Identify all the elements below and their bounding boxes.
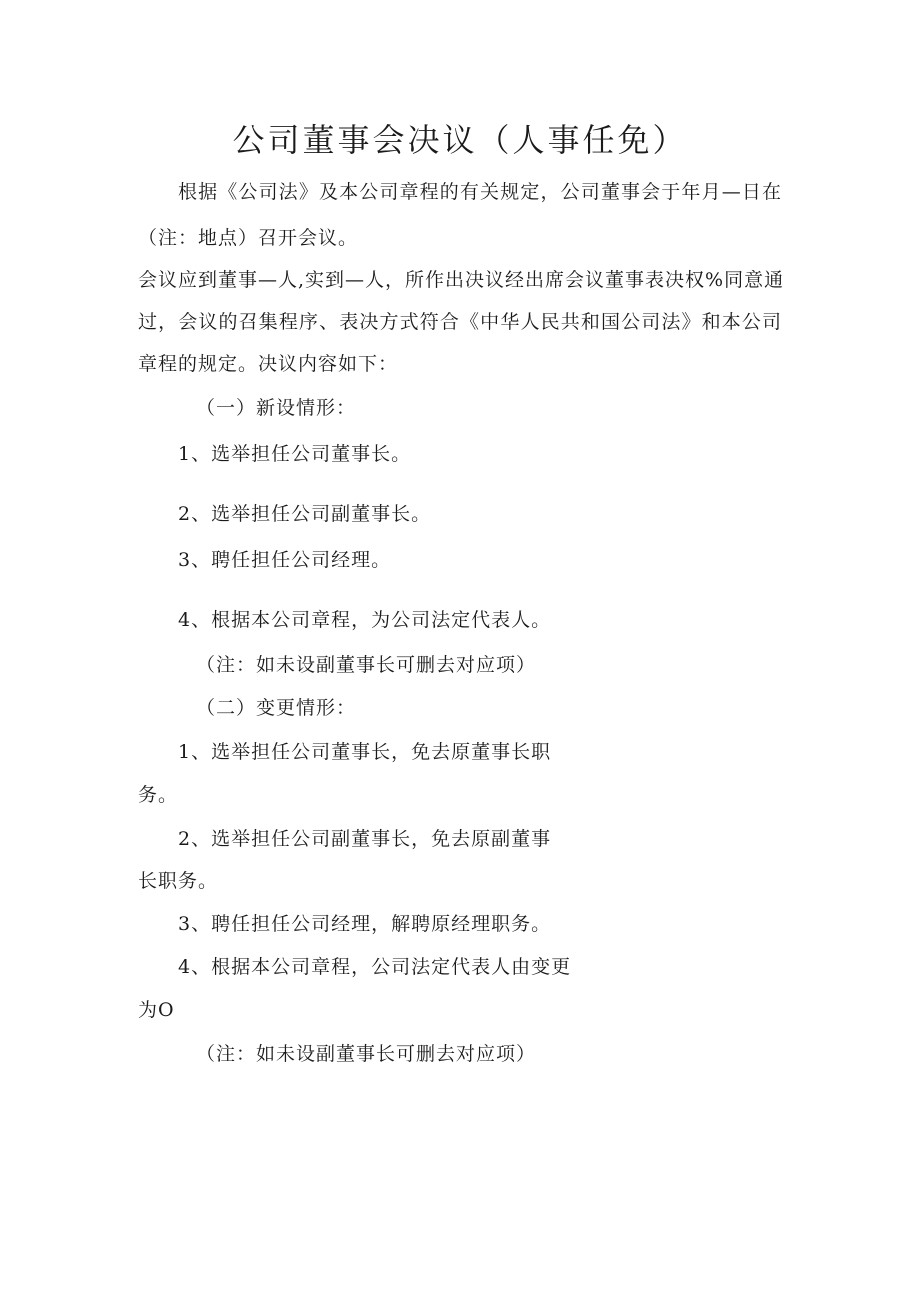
section2-item-2-line-1: 2、选举担任公司副董事长，免去原副董事 [178, 828, 552, 850]
section2-note: （注：如未设副董事长可删去对应项） [196, 1043, 537, 1065]
section2-item-2-line-2: 长职务。 [138, 870, 219, 892]
section1-item-4: 4、根据本公司章程，为公司法定代表人。 [178, 609, 552, 631]
section1-item-2: 2、选举担任公司副董事长。 [178, 503, 432, 525]
section1-note: （注：如未设副董事长可删去对应项） [196, 654, 537, 676]
para2-line-1: 会议应到董事—人,实到—人，所作出决议经出席会议董事表决权%同意通 [138, 269, 785, 291]
intro-line-2: （注：地点）召开会议。 [138, 227, 359, 249]
section2-item-3: 3、聘任担任公司经理，解聘原经理职务。 [178, 913, 552, 935]
section2-item-1-line-1: 1、选举担任公司董事长，免去原董事长职 [178, 741, 552, 763]
section2-item-4-line-1: 4、根据本公司章程，公司法定代表人由变更 [178, 956, 572, 978]
section2-heading: （二）变更情形： [196, 697, 357, 719]
section2-item-4-line-2: 为O [138, 999, 175, 1021]
section1-item-3: 3、聘任担任公司经理。 [178, 549, 392, 571]
para2-line-3: 章程的规定。决议内容如下： [138, 353, 399, 375]
section1-heading: （一）新设情形： [196, 397, 357, 419]
section1-item-1: 1、选举担任公司董事长。 [178, 443, 412, 465]
section2-item-1-line-2: 务。 [138, 784, 179, 806]
document-title: 公司董事会决议（人事任免） [232, 121, 688, 159]
para2-line-2: 过，会议的召集程序、表决方式符合《中华人民共和国公司法》和本公司 [138, 311, 782, 333]
intro-line-1: 根据《公司法》及本公司章程的有关规定，公司董事会于年月—日在 [178, 181, 782, 203]
